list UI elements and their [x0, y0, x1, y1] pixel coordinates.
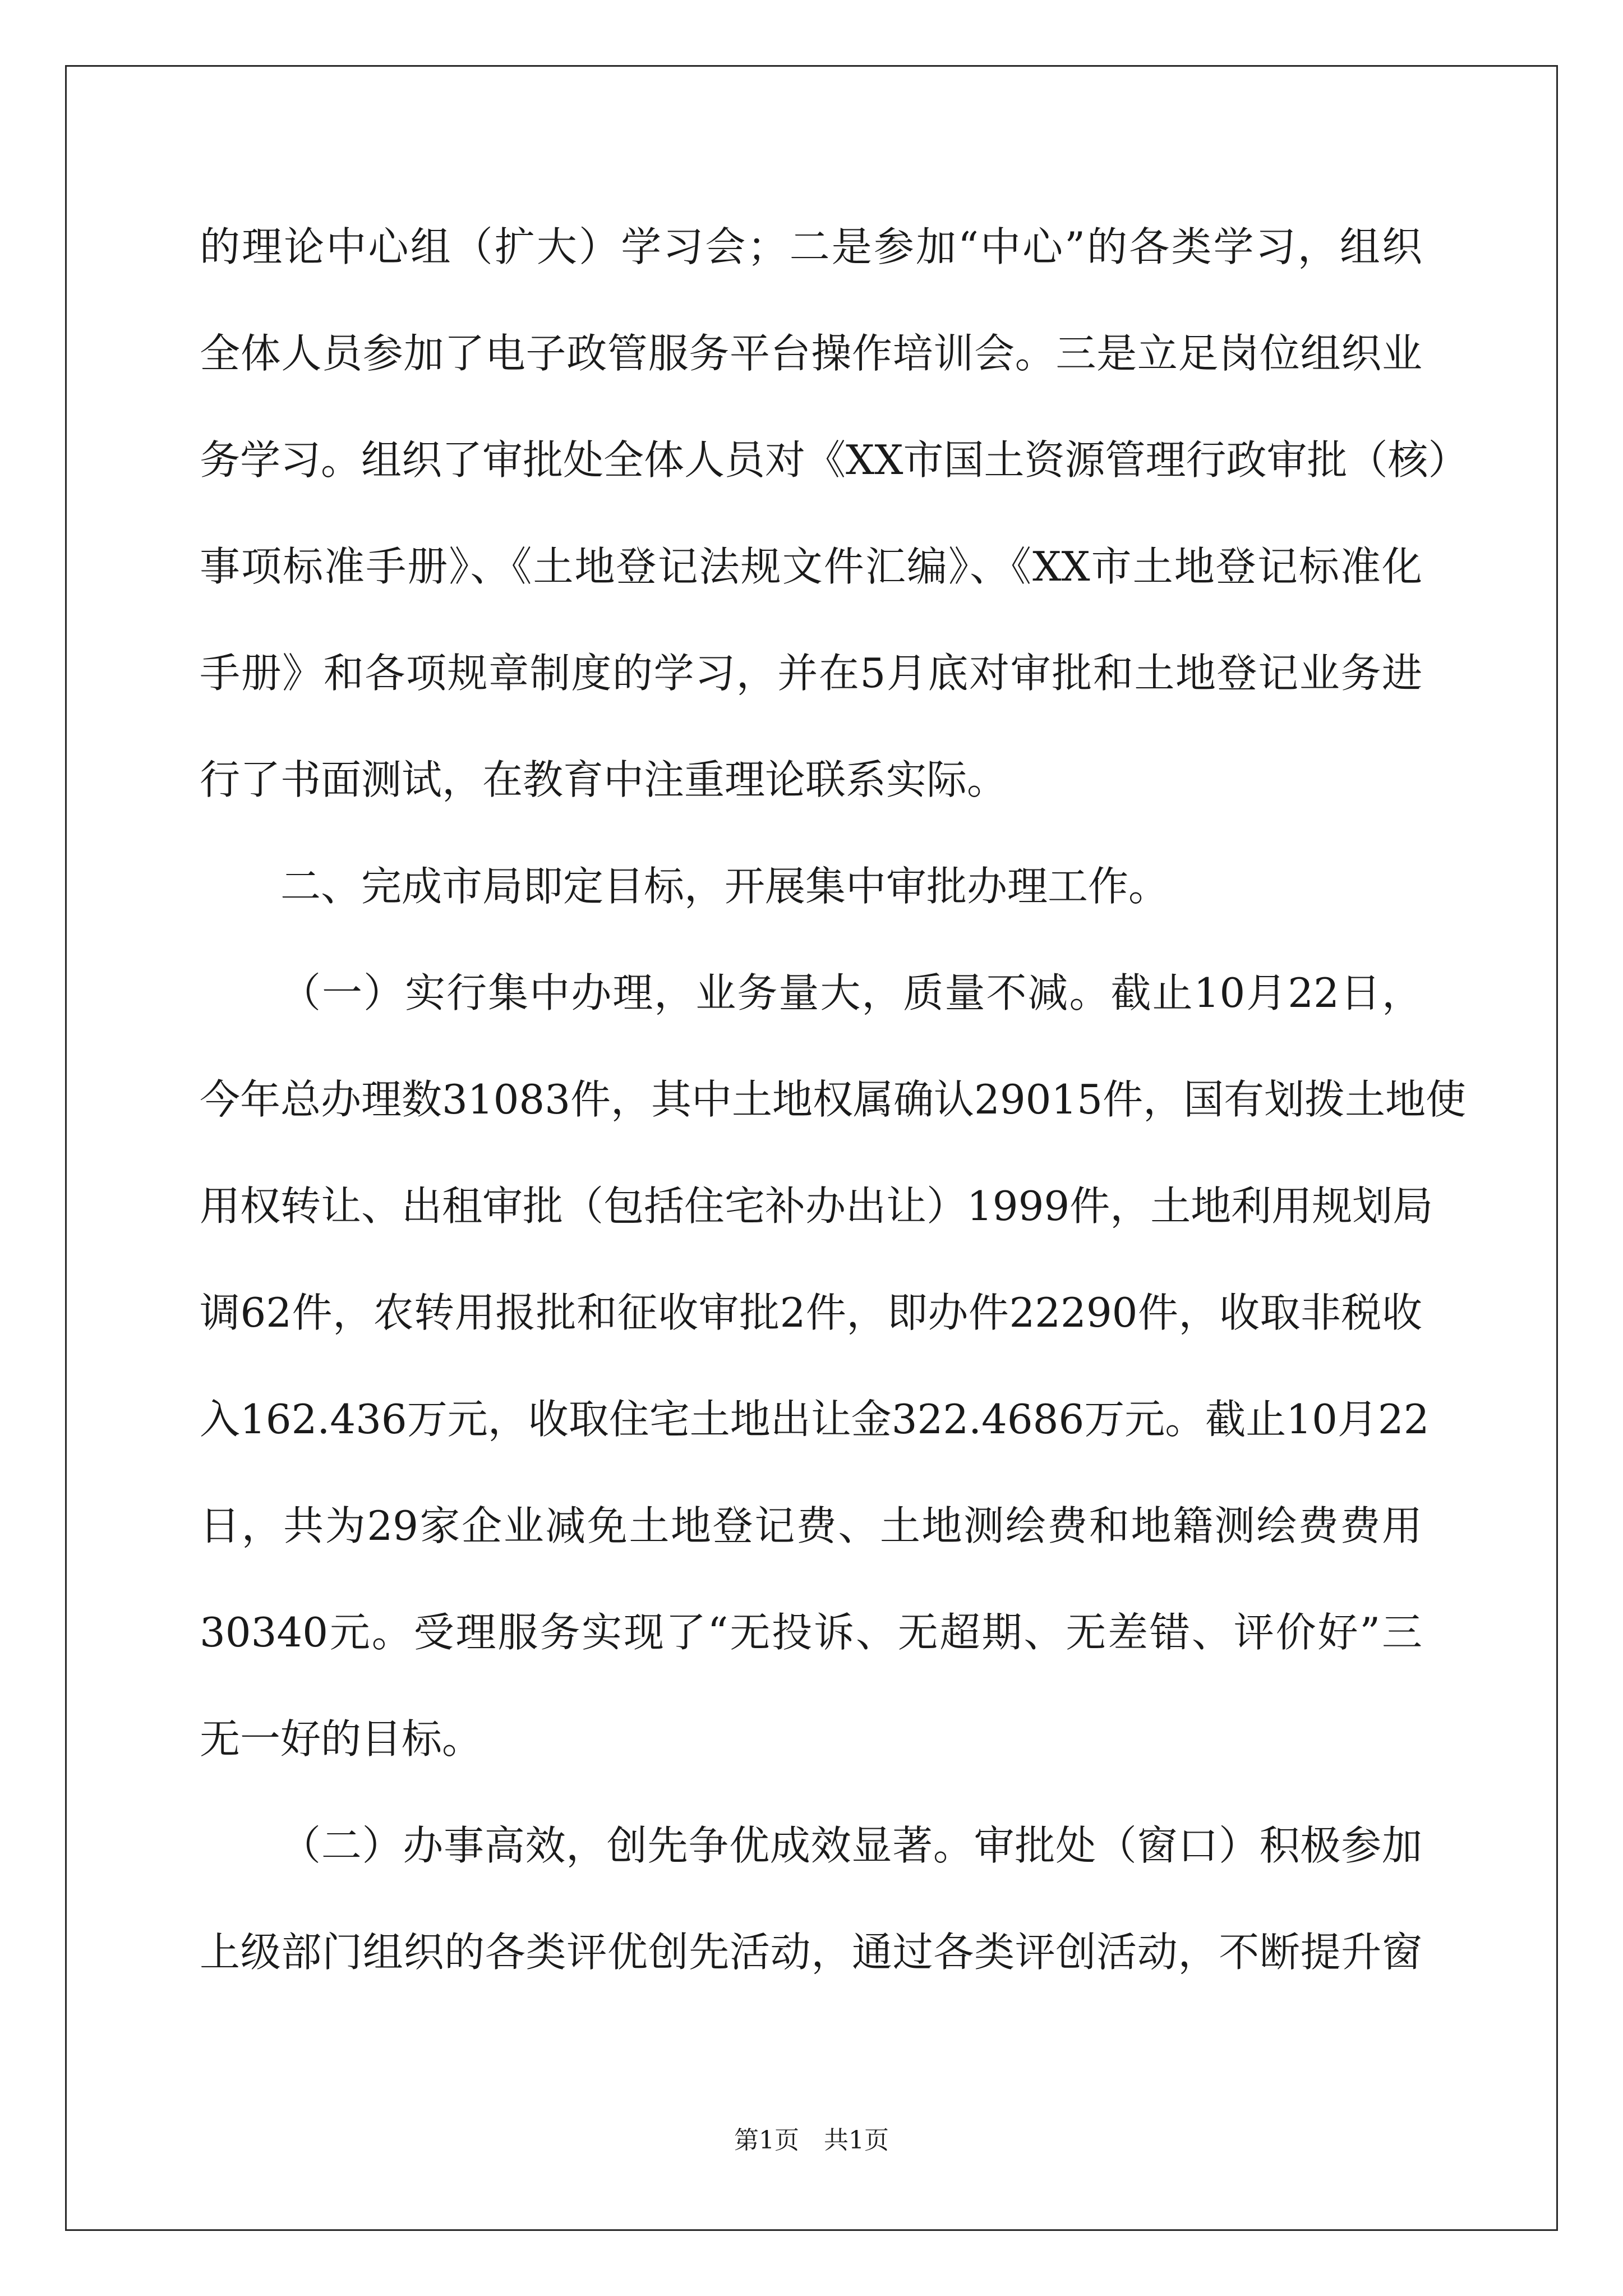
text-line: 务学习。组织了审批处全体人员对《XX市国土资源管理行政审批（核）: [200, 436, 1469, 484]
text-line: 30340元。受理服务实现了“无投诉、无超期、无差错、评价好”三: [200, 1609, 1422, 1656]
text-line: 全体人员参加了电子政管服务平台操作培训会。三是立足岗位组织业: [200, 330, 1422, 377]
text-line: （二）办事高效，创先争优成效显著。审批处（窗口）积极参加: [280, 1822, 1422, 1869]
section-heading: 二、完成市局即定目标，开展集中审批办理工作。: [280, 863, 1169, 910]
text-line: 今年总办理数31083件，其中土地权属确认29015件，国有划拨土地使: [200, 1076, 1467, 1123]
text-line: 用权转让、出租审批（包括住宅补办出让）1999件，土地利用规划局: [200, 1182, 1433, 1230]
text-line: 行了书面测试，在教育中注重理论联系实际。: [200, 756, 1008, 803]
text-line: 的理论中心组（扩大）学习会；二是参加“中心”的各类学习，组织: [200, 223, 1422, 270]
text-line: 日，共为29家企业减免土地登记费、土地测绘费和地籍测绘费费用: [200, 1502, 1422, 1549]
text-line: 上级部门组织的各类评优创先活动，通过各类评创活动，不断提升窗: [200, 1929, 1422, 1976]
text-line: 无一好的目标。: [200, 1715, 483, 1763]
text-line: 入162.436万元，收取住宅土地出让金322.4686万元。截止10月22: [200, 1396, 1430, 1443]
page-footer: [0, 2124, 1623, 2157]
page-total: 共1页: [824, 2126, 889, 2155]
page-border: [65, 65, 1558, 2231]
text-line: 事项标准手册》、《土地登记法规文件汇编》、《XX市土地登记标准化: [200, 543, 1422, 590]
text-line: 调62件，农转用报批和征收审批2件，即办件22290件，收取非税收: [200, 1289, 1422, 1336]
text-line: （一）实行集中办理，业务量大，质量不减。截止10月22日，: [280, 969, 1422, 1016]
page-number: 第1页: [734, 2126, 799, 2155]
text-line: 手册》和各项规章制度的学习，并在5月底对审批和土地登记业务进: [200, 650, 1422, 697]
